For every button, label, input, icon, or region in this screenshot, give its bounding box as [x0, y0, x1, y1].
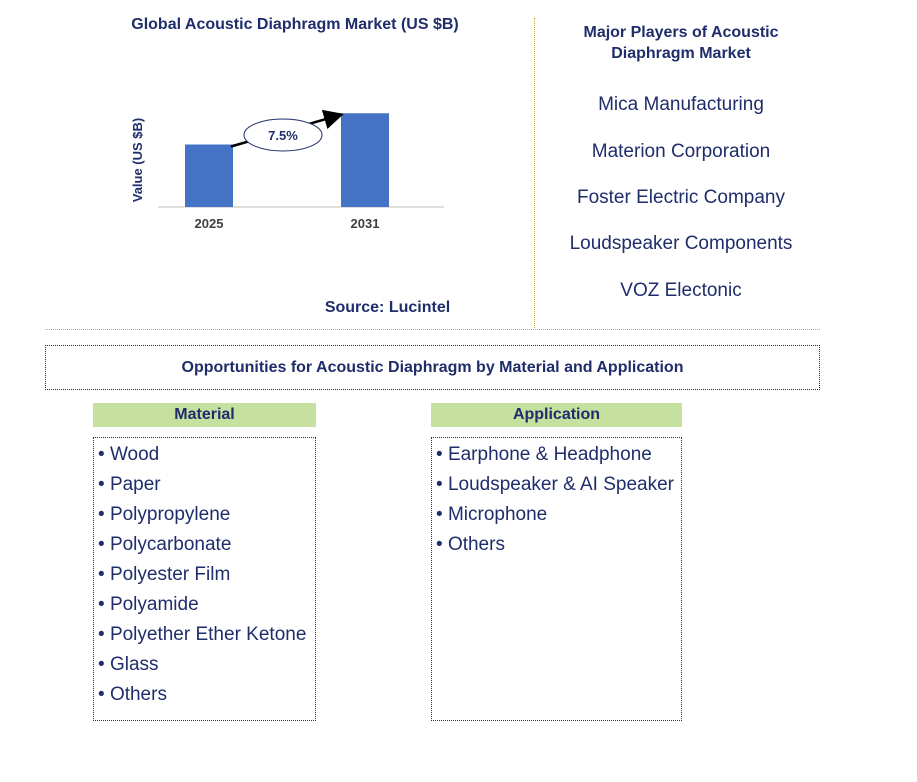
material-item: • Others — [98, 684, 167, 705]
material-item: • Paper — [98, 474, 161, 495]
x-tick-label-2031: 2031 — [350, 216, 380, 231]
application-item: • Loudspeaker & AI Speaker — [436, 474, 674, 495]
cagr-label: 7.5% — [268, 128, 298, 143]
material-item: • Glass — [98, 654, 159, 675]
material-item: • Polyester Film — [98, 564, 231, 585]
player-item: Materion Corporation — [591, 141, 771, 162]
player-item: Loudspeaker Components — [569, 233, 793, 254]
material-item: • Polyamide — [98, 594, 199, 615]
chart-title: Global Acoustic Diaphragm Market (US $B) — [131, 16, 459, 33]
bar-chart — [120, 100, 460, 240]
application-list — [431, 437, 682, 721]
bar-2031 — [341, 113, 389, 207]
application-item: • Microphone — [436, 504, 548, 525]
material-list — [93, 437, 316, 721]
opportunities-title — [45, 345, 820, 390]
x-tick-label-2025: 2025 — [194, 216, 224, 231]
application-item: • Others — [436, 534, 505, 555]
opportunities-title-text: Opportunities for Acoustic Diaphragm by Material and Application — [181, 358, 684, 376]
horizontal-divider — [45, 329, 820, 330]
player-item: Mica Manufacturing — [598, 94, 764, 115]
player-item: VOZ Electonic — [620, 280, 742, 301]
bar-2025 — [185, 145, 233, 208]
player-item: Foster Electric Company — [576, 187, 785, 208]
source-note: Source: Lucintel — [324, 299, 451, 316]
application-item: • Earphone & Headphone — [436, 444, 652, 465]
application-header: Application — [431, 403, 682, 427]
y-axis-label: Value (US $B) — [130, 117, 145, 203]
material-item: • Polyether Ether Ketone — [98, 624, 307, 645]
material-header: Material — [93, 403, 316, 427]
vertical-divider — [534, 18, 535, 328]
material-item: • Polycarbonate — [98, 534, 232, 555]
material-item: • Polypropylene — [98, 504, 231, 525]
material-item: • Wood — [98, 444, 160, 465]
players-title: Major Players of Acoustic Diaphragm Market — [583, 24, 779, 62]
